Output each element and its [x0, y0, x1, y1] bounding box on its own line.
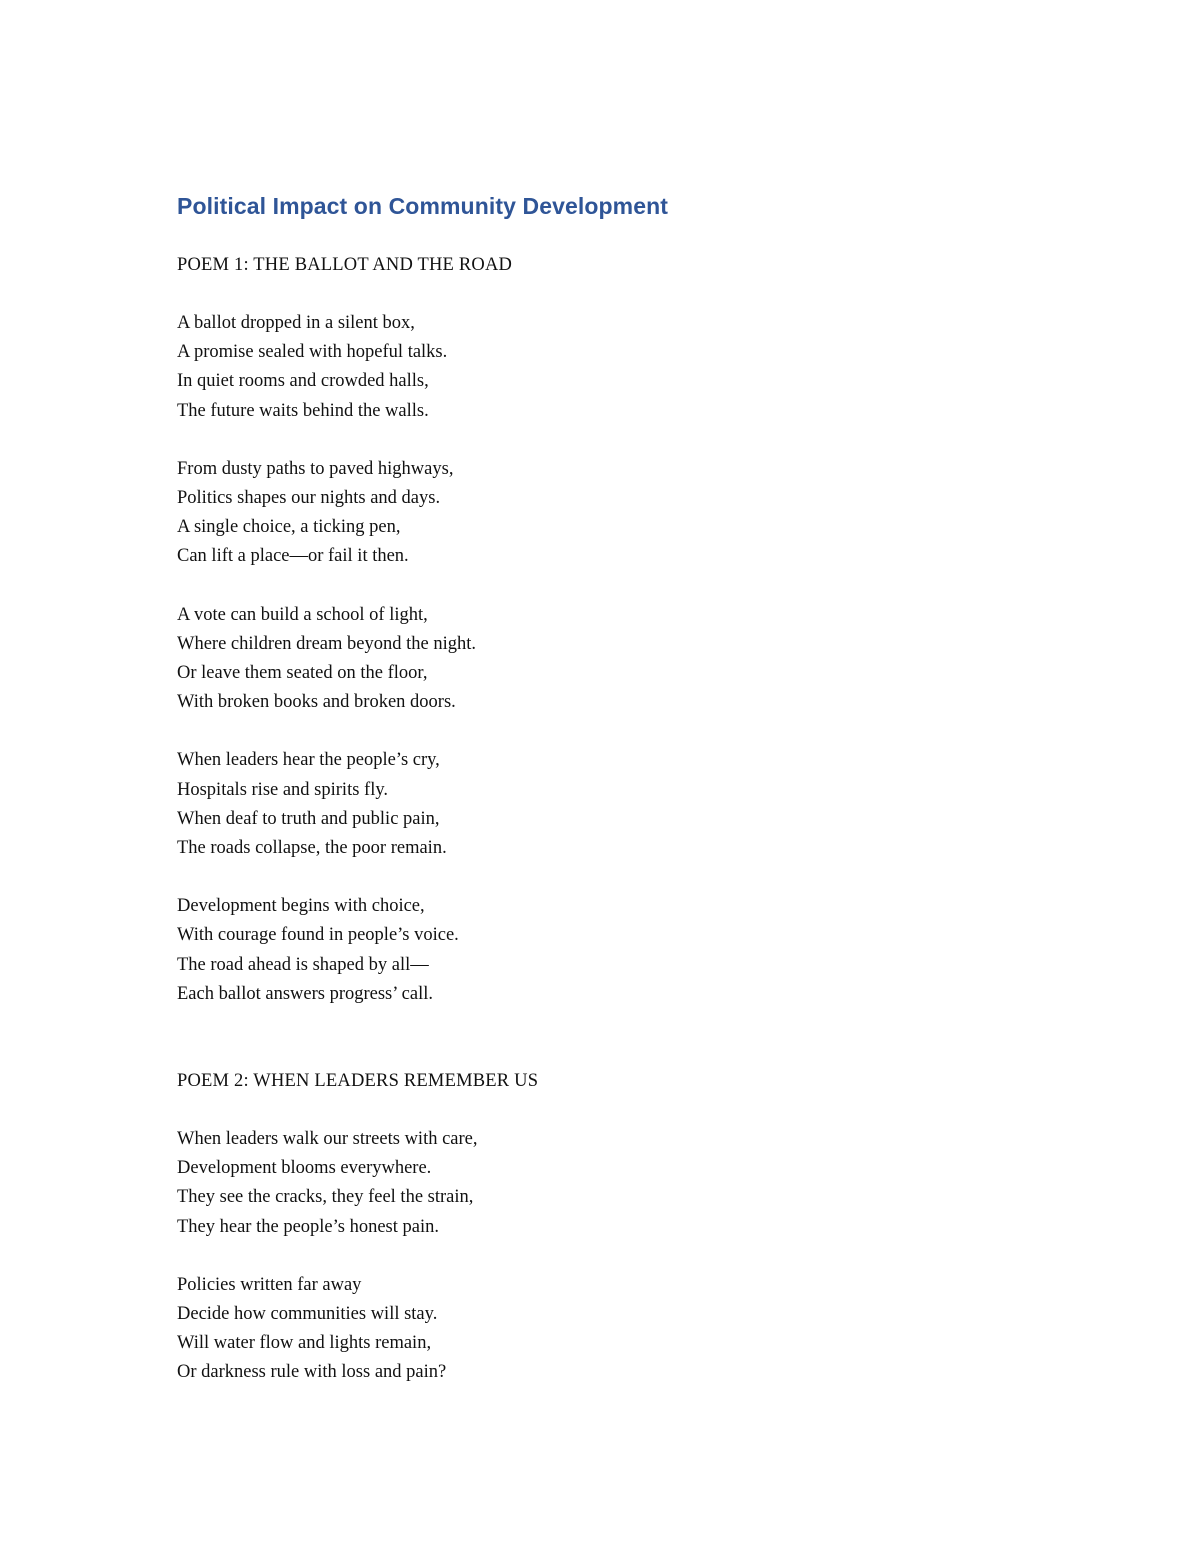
poem-line: Or leave them seated on the floor, [177, 663, 428, 684]
poem-2-stanza-2 [177, 1271, 1077, 1388]
poem-line: A ballot dropped in a silent box, [177, 313, 415, 333]
poem-line: Will water flow and lights remain, [177, 1333, 432, 1354]
poem-line: Development begins with choice, [177, 896, 425, 917]
poem-line: Where children dream beyond the night. [177, 633, 476, 654]
poem-line: From dusty paths to paved highways, [177, 458, 454, 479]
poem-2-stanza-1 [177, 1125, 1077, 1242]
poem-line: When leaders hear the people’s cry, [177, 750, 440, 771]
poem-line: A single choice, a ticking pen, [177, 517, 401, 538]
poem-1-stanza-4 [177, 746, 1077, 863]
document-title: Political Impact on Community Development [177, 193, 669, 219]
poem-line: The roads collapse, the poor remain. [177, 838, 447, 859]
poem-1-stanza-3 [177, 601, 1077, 718]
poem-line: Hospitals rise and spirits fly. [177, 779, 389, 800]
poem-line: The future waits behind the walls. [177, 400, 429, 421]
poem-line: Decide how communities will stay. [177, 1304, 438, 1325]
poem-2-heading: POEM 2: WHEN LEADERS REMEMBER US [177, 1071, 539, 1092]
poem-line: Development blooms everywhere. [177, 1158, 432, 1179]
poem-line: In quiet rooms and crowded halls, [177, 371, 429, 392]
poem-line: With courage found in people’s voice. [177, 925, 459, 946]
poem-line: Each ballot answers progress’ call. [177, 983, 433, 1004]
poem-line: A promise sealed with hopeful talks. [177, 342, 448, 363]
poem-line: The road ahead is shaped by all— [177, 954, 429, 975]
poem-1-stanza-5 [177, 892, 1077, 1009]
poem-line: A vote can build a school of light, [177, 604, 428, 625]
poem-line: Or darkness rule with loss and pain? [177, 1362, 447, 1383]
poem-line: When deaf to truth and public pain, [177, 808, 440, 829]
poem-1-stanza-1 [177, 309, 1077, 426]
document-body [177, 186, 1077, 1388]
poem-1-heading: POEM 1: THE BALLOT AND THE ROAD [177, 255, 513, 275]
poem-line: They see the cracks, they feel the strain, [177, 1187, 474, 1208]
poem-line: Can lift a place—or fail it then. [177, 546, 409, 567]
poem-line: With broken books and broken doors. [177, 692, 456, 713]
poem-1-stanza-2 [177, 455, 1077, 572]
poem-line: Policies written far away [177, 1274, 362, 1295]
poem-line: When leaders walk our streets with care, [177, 1129, 478, 1150]
poem-line: Politics shapes our nights and days. [177, 488, 441, 509]
poem-line: They hear the people’s honest pain. [177, 1216, 439, 1237]
